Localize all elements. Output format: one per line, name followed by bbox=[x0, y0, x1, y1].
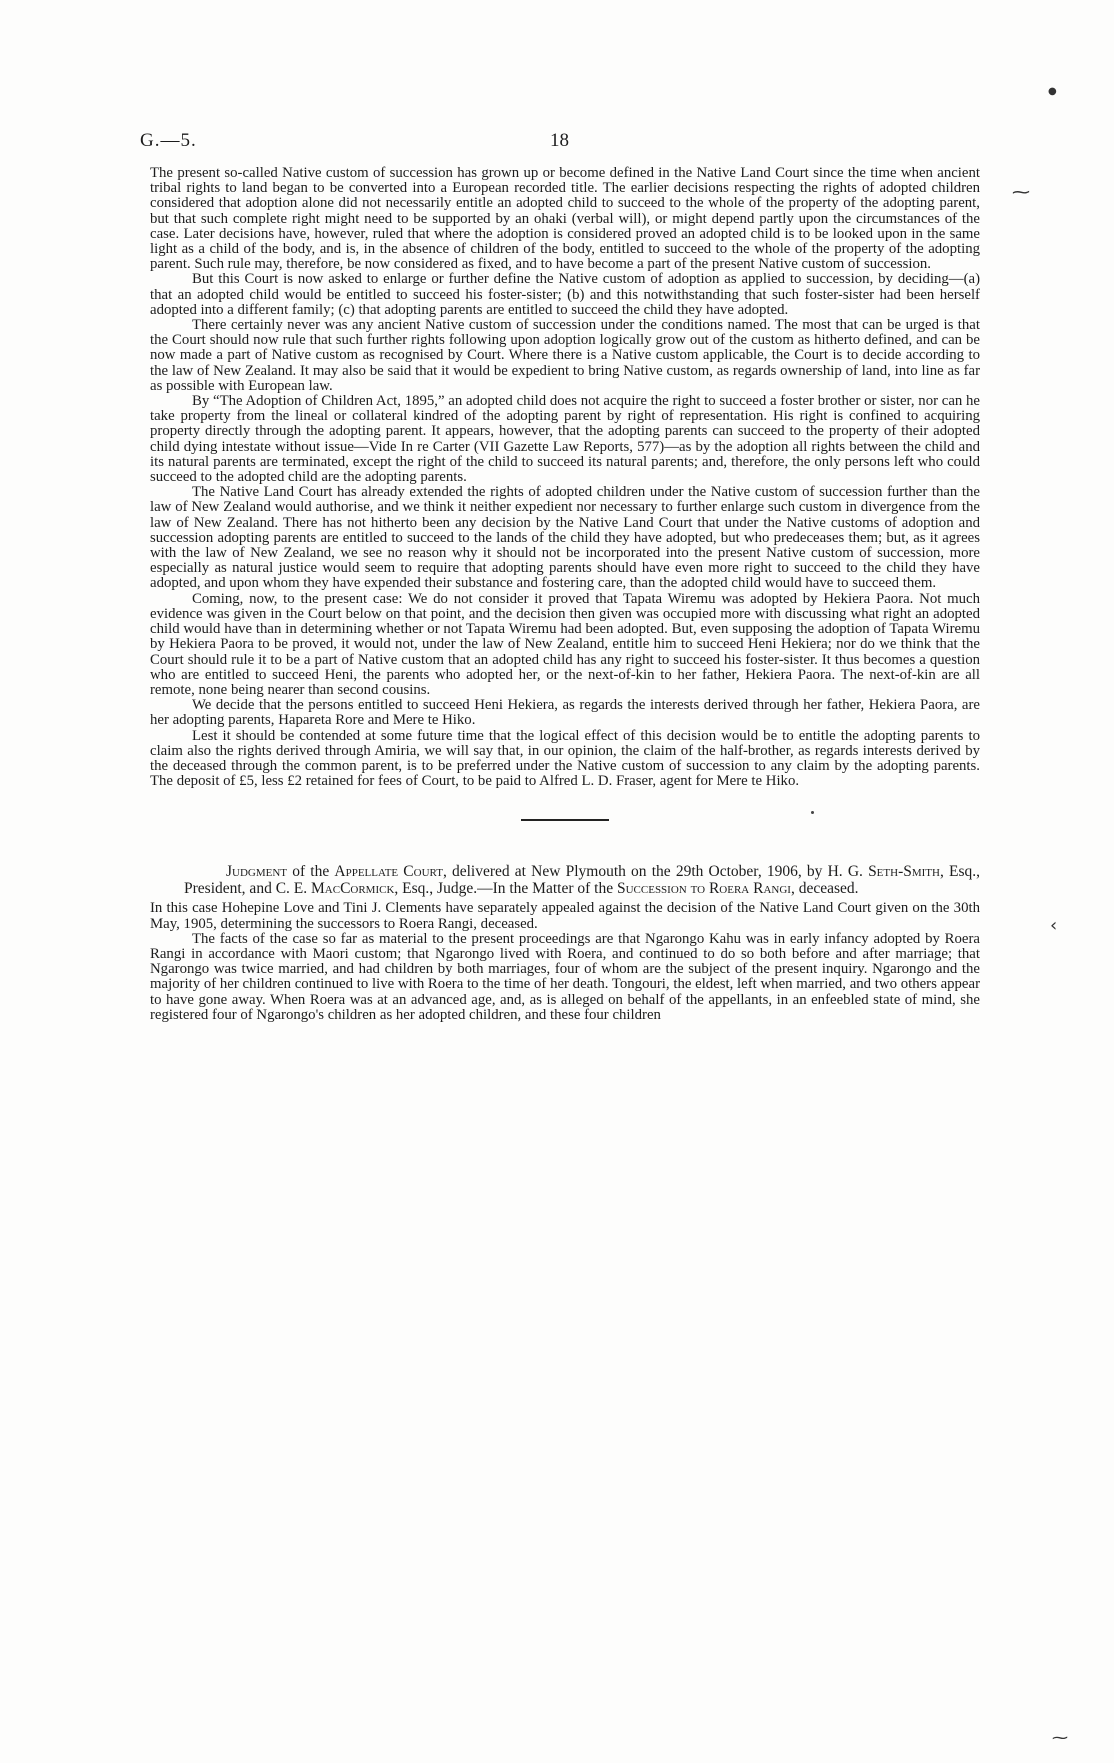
paragraph-8: Lest it should be contended at some future time that the logical effect of this decision would be to entitle the adopting parents to claim also the rights derived through Amiria, we will say that, in our opinion, the claim of the half-brother, as regards interests derived by the deceased through the common parent, is to be preferred under the Native custom of succession to any claim by the adopting parents. The deposit of £5, less £2 retained for fees of Court, to be paid to Alfred L. D. Fraser, agent for Mere te Hiko. bbox=[150, 727, 980, 790]
paragraph-1: The present so-called Native custom of succession has grown up or become defined in the Native Land Court since the time when ancient tribal rights to land began to be converted into a European recorded title. The earlier decisions respecting the rights of adopted children considered that adoption alone did not necessarily entitle an adopted child to succeed to the whole of the property of the adopting parent, but that such complete right might need to be supported by an ohaki (verbal will), or might depend partly upon the circumstances of the case. Later decisions have, however, ruled that where the adoption is considered proved an adopted child is to be looked upon in the same light as a child of the body, and is, in the absence of children of the body, entitled to succeed to the whole of the property of the adopting parent. Such rule may, therefore, be now considered as fixed, and to have become a part of the present Native custom of succession. bbox=[150, 165, 980, 273]
judgment-text-3: , Esq., President, and C. E. bbox=[184, 863, 981, 898]
paragraph-7: We decide that the persons entitled to succeed Heni Hekiera, as regards the interests derived through her father, Hekiera Paora, are her adopting parents, Hapareta Rore and Mere te Hiko. bbox=[150, 697, 980, 729]
judgment-text-1: of the bbox=[287, 863, 335, 881]
paragraph-2: But this Court is now asked to enlarge or further define the Native custom of adoption as applied to succession, by deciding—(a) that an adopted child would be entitled to succeed his foster-sister; (b) and this notwithstanding that such foster-sister had been herself adopted into a different family; (c) that adopting parents are entitled to succeed the child they have adopted. bbox=[150, 271, 980, 318]
judgment-text-5: , deceased. bbox=[790, 880, 859, 898]
margin-mark-dash: ⁓ bbox=[1012, 182, 1030, 203]
page-number: 18 bbox=[550, 130, 569, 151]
document-body bbox=[150, 166, 980, 1023]
paragraph-6: Coming, now, to the present case: We do not consider it proved that Tapata Wiremu was adopted by Hekiera Paora. Not much evidence was given in the Court below on that point, and the decision then given was occupied more with discussing what right an adopted child would have than in determining whether or not Tapata Wiremu had been adopted. But, even supposing the adoption of Tapata Wiremu by Hekiera Paora to be proved, it would not, under the law of New Zealand, entitle him to succeed Heni Hekiera; nor do we think that the Court should rule it to be a part of Native custom that an adopted child has any right to succeed his foster-sister. It thus becomes a question who are entitled to succeed Heni, the parents who adopted her, or the next-of-kin to her father, Hekiera Paora. The next-of-kin are all remote, none being nearer than second cousins. bbox=[150, 590, 980, 698]
judgment-heading bbox=[150, 863, 980, 897]
judge-1-name: Seth-Smith bbox=[868, 863, 940, 881]
margin-mark-dash-bottom: ⁓ bbox=[1052, 1728, 1068, 1747]
margin-mark-top-dot: ● bbox=[1048, 86, 1057, 97]
matter-name: Succession to Roera Rangi bbox=[616, 880, 791, 898]
judgment-text-4: , Esq., Judge.—In the Matter of the bbox=[394, 880, 617, 898]
judgment-text-2: , delivered at New Plymouth on the 29th October, 1906, by H. G. bbox=[442, 863, 869, 881]
court-name: Appellate Court bbox=[334, 863, 443, 881]
paragraph-4: By “The Adoption of Children Act, 1895,” an adopted child does not acquire the right to succeed a foster brother or sister, nor can he take property from the lineal or collateral kindred of the adopting parent by right of representation. His right is confined to acquiring property directly through the adopting parent. It appears, however, that the adopting parents can succeed to the property of their adopted child dying intestate without issue—Vide In re Carter (VII Gazette Law Reports, 577)—as by the adoption all rights between the child and its natural parents are terminated, except the right of the child to succeed its natural parents; and, therefore, the only persons left who could succeed to the adopted child are the adopting parents. bbox=[150, 393, 980, 486]
document-reference: G.—5. bbox=[140, 130, 197, 151]
paragraph-10: The facts of the case so far as material to the present proceedings are that Ngarongo Kahu was in early infancy adopted by Roera Rangi in accordance with Maori custom; that Ngarongo lived with Roera, and continued to do so both before and after marriage; that Ngarongo was twice married, and had children by both marriages, four of whom are the subject of the present inquiry. Ngarongo and the majority of her children continued to live with Roera to the time of her death. Tongouri, the eldest, left when married, and two others appear to have gone away. When Roera was at an advanced age, and, as is alleged on behalf of the appellants, in an enfeebled state of mind, she registered four of Ngarongo's children as her adopted children, and these four children bbox=[150, 930, 980, 1023]
judge-2-name: MacCormick bbox=[311, 880, 395, 898]
stray-dot bbox=[811, 811, 814, 814]
margin-mark-bracket: ‹ bbox=[1050, 915, 1058, 936]
paragraph-3: There certainly never was any ancient Native custom of succession under the conditions named. The most that can be urged is that the Court should now rule that such further rights following upon adoption logically grow out of the custom as hitherto defined, and can be now made a part of Native custom as recognised by Court. Where there is a Native custom applicable, the Court is to decide according to the law of New Zealand. It may also be said that it would be expedient to bring Native custom, as regards ownership of land, into line as far as possible with European law. bbox=[150, 317, 980, 394]
judgment-word: Judgment bbox=[226, 863, 288, 881]
section-divider bbox=[521, 819, 609, 821]
page-header bbox=[140, 130, 980, 160]
paragraph-5: The Native Land Court has already extended the rights of adopted children under the Native custom of succession further than the law of New Zealand would authorise, and we think it neither expedient nor necessary to further enlarge such custom in divergence from the law of New Zealand. There has not hitherto been any decision by the Native Land Court that under the Native customs of adoption and succession adopting parents are entitled to succeed to the lands of the child they have adopted, but who predeceases them; but, as it agrees with the law of New Zealand, we see no reason why it should not be incorporated into the present Native custom of succession, more especially as natural justice would seem to require that adopting parents should have even more right to succeed to the child they have adopted, and upon whom they have expended their substance and fostering care, than the adopted child would have to succeed them. bbox=[150, 484, 980, 592]
paragraph-9: In this case Hohepine Love and Tini J. Clements have separately appealed against the decision of the Native Land Court given on the 30th May, 1905, determining the successors to Roera Rangi, deceased. bbox=[150, 900, 980, 932]
